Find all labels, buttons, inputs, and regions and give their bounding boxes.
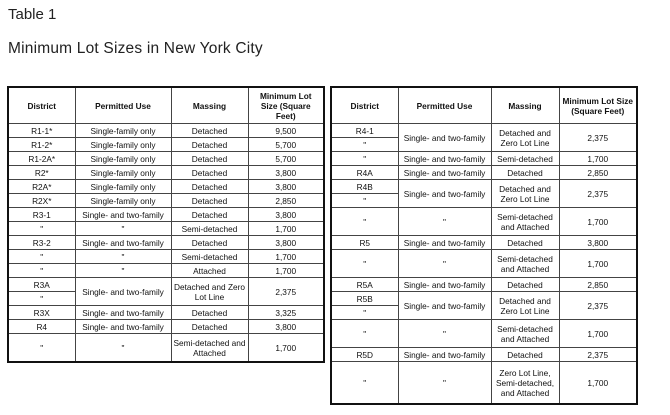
permitted-use-cell: ": [398, 208, 491, 236]
lot-size-cell: 2,375: [559, 124, 637, 152]
header-minimum-lot-size: Minimum Lot Size (Square Feet): [248, 87, 324, 124]
table-row: [331, 292, 637, 306]
table-row: [8, 152, 324, 166]
permitted-use-cell: Single-family only: [75, 166, 171, 180]
massing-cell: Semi-detached and Attached: [491, 320, 559, 348]
permitted-use-cell: Single- and two-family: [398, 124, 491, 152]
lot-size-cell: 1,700: [559, 320, 637, 348]
permitted-use-cell: ": [75, 264, 171, 278]
permitted-use-cell: ": [75, 250, 171, 264]
table-header-row: [331, 87, 637, 124]
lot-size-table-left: [7, 86, 325, 363]
district-cell: ": [8, 292, 75, 306]
lot-size-cell: 5,700: [248, 152, 324, 166]
massing-cell: Semi-detached and Attached: [491, 250, 559, 278]
permitted-use-cell: Single- and two-family: [398, 166, 491, 180]
district-cell: ": [331, 250, 398, 278]
district-cell: ": [8, 264, 75, 278]
massing-cell: Semi-detached: [171, 222, 248, 236]
table-row: [8, 250, 324, 264]
table-row: [331, 152, 637, 166]
massing-cell: Detached: [491, 236, 559, 250]
district-cell: R1-2*: [8, 138, 75, 152]
permitted-use-cell: Single- and two-family: [75, 320, 171, 334]
massing-cell: Semi-detached and Attached: [491, 208, 559, 236]
massing-cell: Detached: [491, 348, 559, 362]
lot-size-cell: 2,850: [559, 278, 637, 292]
permitted-use-cell: Single-family only: [75, 180, 171, 194]
lot-size-cell: 3,800: [248, 320, 324, 334]
massing-cell: Semi-detached and Attached: [171, 334, 248, 363]
table-row: [331, 362, 637, 405]
lot-size-cell: 2,375: [559, 292, 637, 320]
table-row: [331, 236, 637, 250]
district-cell: R1-2A*: [8, 152, 75, 166]
permitted-use-cell: ": [398, 362, 491, 405]
permitted-use-cell: Single- and two-family: [398, 278, 491, 292]
lot-size-cell: 1,700: [248, 222, 324, 236]
district-cell: R5D: [331, 348, 398, 362]
massing-cell: Detached: [171, 166, 248, 180]
table-label: Table 1: [8, 6, 57, 23]
table-row: [8, 166, 324, 180]
table-row: [8, 138, 324, 152]
massing-cell: Zero Lot Line, Semi-detached, and Attached: [491, 362, 559, 405]
permitted-use-cell: Single- and two-family: [398, 292, 491, 320]
table-row: [8, 264, 324, 278]
permitted-use-cell: Single-family only: [75, 194, 171, 208]
district-cell: R1-1*: [8, 124, 75, 138]
district-cell: R3A: [8, 278, 75, 292]
table-row: [331, 250, 637, 278]
permitted-use-cell: Single- and two-family: [398, 180, 491, 208]
district-cell: R3-1: [8, 208, 75, 222]
lot-size-cell: 5,700: [248, 138, 324, 152]
permitted-use-cell: Single- and two-family: [398, 348, 491, 362]
header-massing: Massing: [171, 87, 248, 124]
table-header-row: [8, 87, 324, 124]
district-cell: ": [8, 334, 75, 363]
permitted-use-cell: Single-family only: [75, 152, 171, 166]
permitted-use-cell: Single- and two-family: [75, 208, 171, 222]
massing-cell: Semi-detached: [491, 152, 559, 166]
lot-size-cell: 1,700: [248, 334, 324, 363]
permitted-use-cell: ": [398, 320, 491, 348]
table-row: [331, 320, 637, 348]
header-minimum-lot-size: Minimum Lot Size (Square Feet): [559, 87, 637, 124]
document-title: Minimum Lot Sizes in New York City: [8, 40, 263, 57]
district-cell: R5B: [331, 292, 398, 306]
massing-cell: Detached and Zero Lot Line: [491, 180, 559, 208]
massing-cell: Detached: [171, 320, 248, 334]
district-cell: ": [8, 222, 75, 236]
permitted-use-cell: Single- and two-family: [398, 236, 491, 250]
massing-cell: Detached: [171, 208, 248, 222]
table-row: [331, 124, 637, 138]
header-permitted-use: Permitted Use: [398, 87, 491, 124]
massing-cell: Detached: [171, 152, 248, 166]
district-cell: R5A: [331, 278, 398, 292]
district-cell: ": [331, 138, 398, 152]
lot-size-cell: 3,800: [559, 236, 637, 250]
lot-size-cell: 2,850: [248, 194, 324, 208]
table-row: [331, 278, 637, 292]
lot-size-cell: 1,700: [559, 208, 637, 236]
table-row: [331, 166, 637, 180]
massing-cell: Detached: [171, 138, 248, 152]
table-row: [8, 124, 324, 138]
header-district: District: [8, 87, 75, 124]
district-cell: ": [331, 320, 398, 348]
district-cell: R2A*: [8, 180, 75, 194]
district-cell: ": [331, 306, 398, 320]
permitted-use-cell: Single- and two-family: [75, 306, 171, 320]
table-row: [331, 348, 637, 362]
table-row: [8, 306, 324, 320]
massing-cell: Attached: [171, 264, 248, 278]
lot-size-cell: 1,700: [248, 264, 324, 278]
table-row: [331, 180, 637, 194]
permitted-use-cell: ": [75, 334, 171, 363]
massing-cell: Detached: [491, 278, 559, 292]
lot-size-cell: 3,325: [248, 306, 324, 320]
district-cell: R2*: [8, 166, 75, 180]
header-district: District: [331, 87, 398, 124]
permitted-use-cell: Single-family only: [75, 124, 171, 138]
header-massing: Massing: [491, 87, 559, 124]
district-cell: R3X: [8, 306, 75, 320]
district-cell: ": [331, 208, 398, 236]
district-cell: ": [331, 194, 398, 208]
lot-size-cell: 1,700: [559, 250, 637, 278]
massing-cell: Detached and Zero Lot Line: [491, 124, 559, 152]
massing-cell: Detached: [171, 236, 248, 250]
lot-size-cell: 3,800: [248, 208, 324, 222]
table-row: [331, 208, 637, 236]
permitted-use-cell: ": [398, 250, 491, 278]
table-row: [8, 208, 324, 222]
district-cell: R4B: [331, 180, 398, 194]
table-row: [8, 180, 324, 194]
lot-size-cell: 1,700: [248, 250, 324, 264]
header-permitted-use: Permitted Use: [75, 87, 171, 124]
district-cell: ": [8, 250, 75, 264]
massing-cell: Semi-detached: [171, 250, 248, 264]
table-row: [8, 334, 324, 363]
massing-cell: Detached: [171, 306, 248, 320]
table-row: [8, 222, 324, 236]
lot-size-cell: 1,700: [559, 362, 637, 405]
permitted-use-cell: Single- and two-family: [398, 152, 491, 166]
permitted-use-cell: Single- and two-family: [75, 236, 171, 250]
table-row: [8, 278, 324, 292]
lot-size-table-right: [330, 86, 638, 405]
lot-size-cell: 2,850: [559, 166, 637, 180]
massing-cell: Detached: [171, 180, 248, 194]
permitted-use-cell: ": [75, 222, 171, 236]
massing-cell: Detached and Zero Lot Line: [491, 292, 559, 320]
lot-size-cell: 1,700: [559, 152, 637, 166]
district-cell: R2X*: [8, 194, 75, 208]
lot-size-cell: 2,375: [559, 180, 637, 208]
district-cell: R5: [331, 236, 398, 250]
district-cell: R4-1: [331, 124, 398, 138]
district-cell: ": [331, 152, 398, 166]
district-cell: R3-2: [8, 236, 75, 250]
table-row: [8, 194, 324, 208]
lot-size-cell: 3,800: [248, 180, 324, 194]
permitted-use-cell: Single-family only: [75, 138, 171, 152]
district-cell: R4A: [331, 166, 398, 180]
district-cell: ": [331, 362, 398, 405]
lot-size-cell: 2,375: [248, 278, 324, 306]
massing-cell: Detached: [171, 194, 248, 208]
lot-size-cell: 2,375: [559, 348, 637, 362]
lot-size-cell: 3,800: [248, 166, 324, 180]
table-row: [8, 320, 324, 334]
massing-cell: Detached: [171, 124, 248, 138]
massing-cell: Detached and Zero Lot Line: [171, 278, 248, 306]
lot-size-cell: 3,800: [248, 236, 324, 250]
permitted-use-cell: Single- and two-family: [75, 278, 171, 306]
lot-size-cell: 9,500: [248, 124, 324, 138]
district-cell: R4: [8, 320, 75, 334]
massing-cell: Detached: [491, 166, 559, 180]
table-row: [8, 236, 324, 250]
